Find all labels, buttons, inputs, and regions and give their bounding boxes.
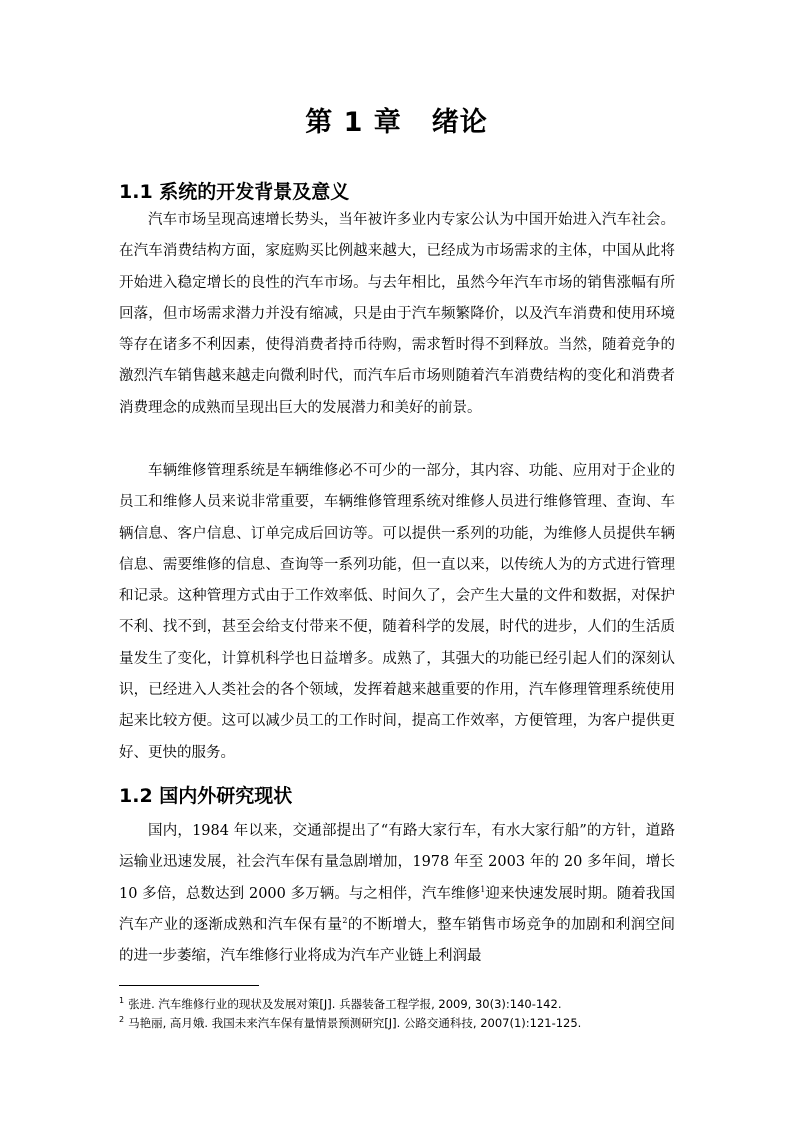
paragraph-text-c: 的不断增大，整车销售市场竞争的加剧和利润空间的进一步萎缩，汽车维修行业将成为汽车产业链上利润最 — [119, 916, 676, 965]
footnote-mark-2: 2 — [119, 1015, 125, 1024]
footnote-divider — [119, 985, 259, 986]
paragraph-background: 汽车市场呈现高速增长势头，当年被许多业内专家公认为中国开始进入汽车社会。在汽车消费结构方面，家庭购买比例越来越大，已经成为市场需求的主体，中国从此将开始进入稳定增长的良性的汽车市场。与去年相比，虽然今年汽车市场的销售涨幅有所回落，但市场需求潜力并没有缩减，只是由于汽车频繁降价，以及汽车消费和使用环境等存在诸多不利因素，使得消费者持币待购，需求暂时得不到释放。当然，随着竞争的激烈汽车销售越来越走向微利时代，而汽车后市场则随着汽车消费结构的变化和消费者消费理念的成熟而呈现出巨大的发展潜力和美好的前景。 — [119, 212, 675, 416]
footnote-text-1: 张进. 汽车维修行业的现状及发展对策[J]. 兵器装备工程学报, 2009, 30(3):140-142. — [128, 996, 562, 1011]
section-heading-1-2: 1.2 国内外研究现状 — [119, 785, 293, 807]
footnote-mark-1: 1 — [119, 996, 125, 1005]
footnote-ref-2[interactable]: 2 — [342, 916, 348, 926]
footnote-1 — [119, 993, 679, 1012]
paragraph-domestic-status — [119, 816, 675, 972]
footnote-text-2: 马艳丽, 高月娥. 我国未来汽车保有量情景预测研究[J]. 公路交通科技, 2007(1):121-125. — [128, 1015, 582, 1030]
chapter-number: 第 1 章 — [305, 107, 402, 138]
paragraph-system-significance: 车辆维修管理系统是车辆维修必不可少的一部分，其内容、功能、应用对于企业的员工和维修人员来说非常重要，车辆维修管理系统对维修人员进行维修管理、查询、车辆信息、客户信息、订单完成后回访等。可以提供一系列的功能，为维修人员提供车辆信息、需要维修的信息、查询等一系列功能，但一直以来，以传统人为的方式进行管理和记录。这种管理方式由于工作效率低、时间久了，会产生大量的文件和数据，对保护不利、找不到，甚至会给支付带来不便，随着科学的发展，时代的进步，人们的生活质量发生了变化，计算机科学也日益增多。成熟了，其强大的功能已经引起人们的深刻认识，已经进入人类社会的各个领域，发挥着越来越重要的作用，汽车修理管理系统使用起来比较方便。这可以减少员工的工作时间，提高工作效率，方便管理，为客户提供更好、更快的服务。 — [119, 463, 675, 761]
chapter-title — [0, 100, 793, 139]
footnote-2 — [119, 1012, 679, 1031]
chapter-name: 绪论 — [431, 107, 488, 138]
footnote-ref-1[interactable]: 1 — [480, 884, 486, 894]
paragraph-text-b: 迎来快速发展时期。随着我国汽车产业的逐渐成熟和汽车保有量 — [119, 885, 675, 933]
paragraph-text-a: 国内，1984 年以来，交通部提出了“有路大家行车，有水大家行船”的方针，道路运输业迅速发展，社会汽车保有量急剧增加，1978 年至 2003 年的 20 多年间，增长 10 多倍，总数达到 2000 多万辆。与之相伴，汽车维修 — [119, 823, 675, 902]
section-heading-1-1: 1.1 系统的开发背景及意义 — [119, 181, 350, 203]
